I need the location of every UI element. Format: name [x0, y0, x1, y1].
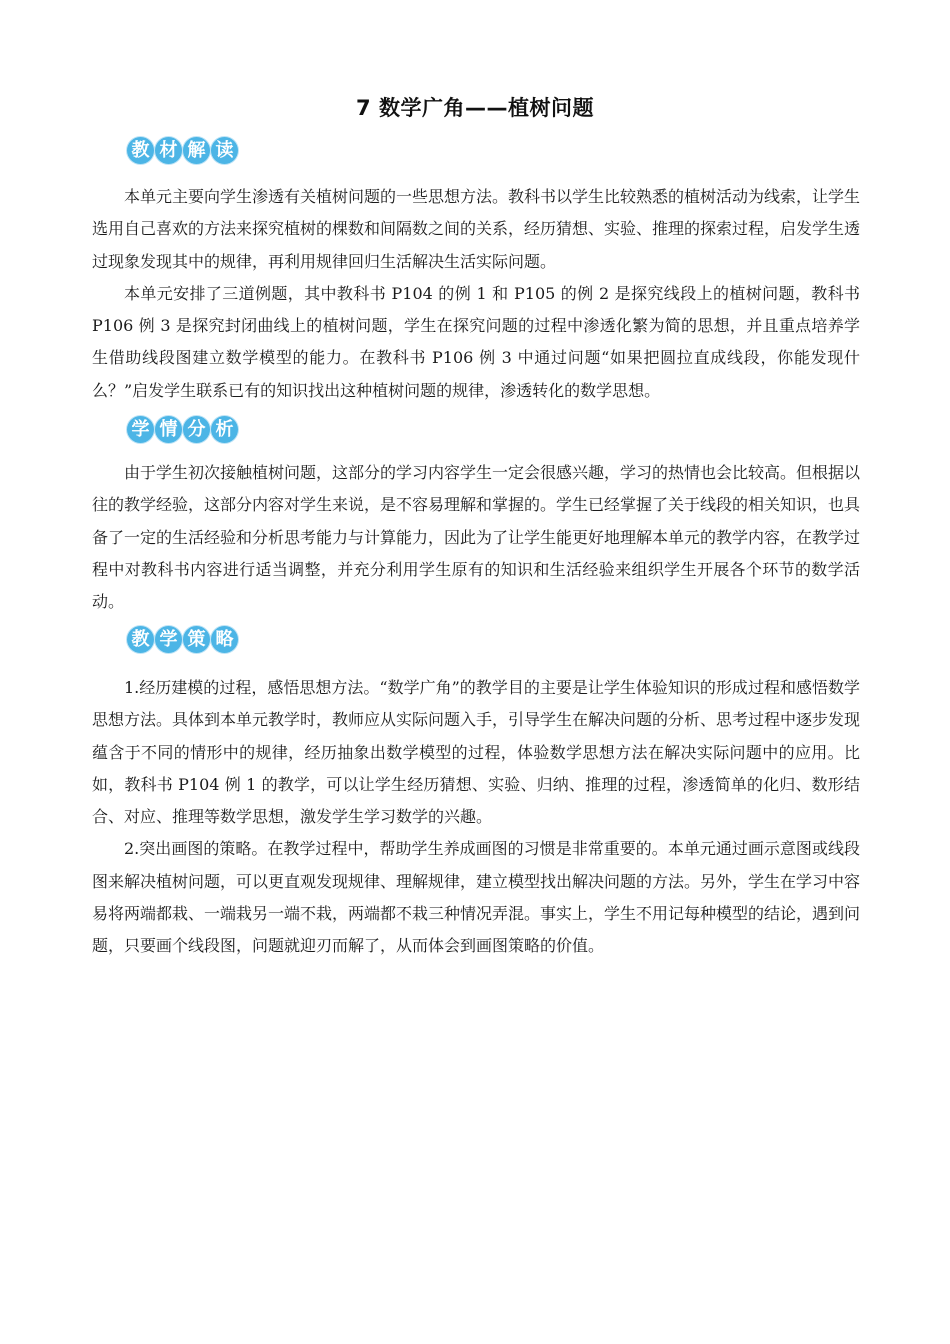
- section-body-student-analysis: [92, 457, 860, 618]
- paragraph: 本单元主要向学生渗透有关植树问题的一些思想方法。教科书以学生比较熟悉的植树活动为线索，让学生选用自己喜欢的方法来探究植树的棵数和间隔数之间的关系，经历猜想、实验、推理的探索过程，启发学生透过现象发现其中的规律，再利用规律回归生活解决生活实际问题。: [92, 187, 861, 271]
- badge-char: 解: [183, 137, 210, 164]
- section-body-textbook-analysis: [92, 181, 860, 407]
- section-body-teaching-strategy: [92, 672, 860, 963]
- page-title: 7 数学广角——植树问题: [356, 96, 594, 120]
- section-badge-textbook-analysis: [127, 134, 239, 166]
- badge-char: 教: [127, 137, 154, 164]
- badge-char: 教: [127, 626, 154, 653]
- badge-char: 学: [155, 626, 182, 653]
- badge-char: 学: [127, 416, 154, 443]
- badge-char: 略: [211, 626, 238, 653]
- badge-char: 材: [155, 137, 182, 164]
- paragraph: 由于学生初次接触植树问题，这部分的学习内容学生一定会很感兴趣，学习的热情也会比较高。但根据以往的教学经验，这部分内容对学生来说，是不容易理解和掌握的。学生已经掌握了关于线段的相关知识，也具备了一定的生活经验和分析思考能力与计算能力，因此为了让学生能更好地理解本单元的教学内容，在教学过程中对教科书内容进行适当调整，并充分利用学生原有的知识和生活经验来组织学生开展各个环节的数学活动。: [92, 463, 861, 612]
- section-badge-student-analysis: [127, 413, 239, 445]
- badge-char: 策: [183, 626, 210, 653]
- badge-char: 析: [211, 416, 238, 443]
- paragraph: 本单元安排了三道例题，其中教科书 P104 的例 1 和 P105 的例 2 是探究线段上的植树问题，教科书 P106 例 3 是探究封闭曲线上的植树问题，学生在探究问题的过程中渗透化繁为简的思想，并且重点培养学生借助线段图建立数学模型的能力。在教科书 P106 例 3 中通过问题“如果把圆拉直成线段，你能发现什么？”启发学生联系已有的知识找出这种植树问题的规律，渗透转化的数学思想。: [92, 283, 860, 400]
- badge-char: 读: [211, 137, 238, 164]
- section-badge-teaching-strategy: [127, 623, 239, 655]
- badge-char: 分: [183, 416, 210, 443]
- badge-char: 情: [155, 416, 182, 443]
- paragraph: 2.突出画图的策略。在教学过程中，帮助学生养成画图的习惯是非常重要的。本单元通过画示意图或线段图来解决植树问题，可以更直观发现规律、理解规律，建立模型找出解决问题的方法。另外，学生在学习中容易将两端都栽、一端栽另一端不栽，两端都不栽三种情况弄混。事实上，学生不用记每种模型的结论，遇到问题，只要画个线段图，问题就迎刃而解了，从而体会到画图策略的价值。: [92, 839, 861, 956]
- paragraph: 1.经历建模的过程，感悟思想方法。“数学广角”的教学目的主要是让学生体验知识的形成过程和感悟数学思想方法。具体到本单元教学时，教师应从实际问题入手，引导学生在解决问题的分析、思考过程中逐步发现蕴含于不同的情形中的规律，经历抽象出数学模型的过程，体验数学思想方法在解决实际问题中的应用。比如，教科书 P104 例 1 的教学，可以让学生经历猜想、实验、归纳、推理的过程，渗透简单的化归、数形结合、对应、推理等数学思想，激发学生学习数学的兴趣。: [92, 678, 861, 827]
